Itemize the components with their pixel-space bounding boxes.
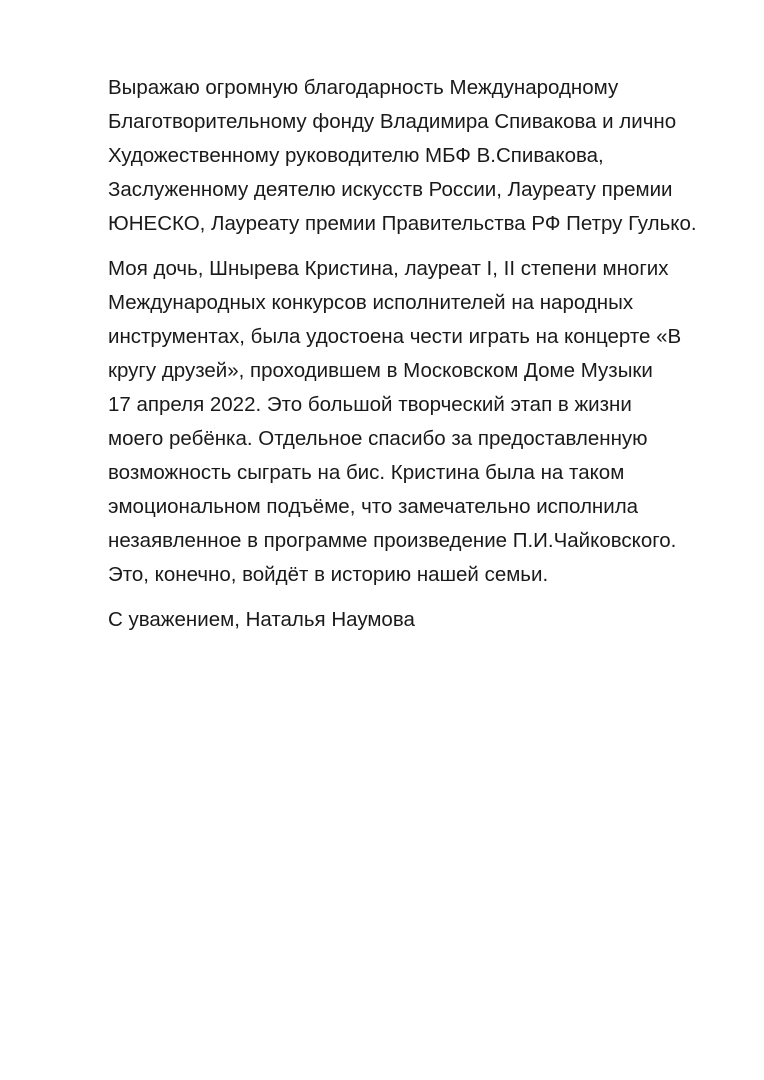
paragraph-spacing: [108, 241, 738, 252]
signature-line: С уважением, Наталья Наумова: [108, 608, 415, 631]
text-line: Художественному руководителю МБФ В.Спивакова,: [108, 144, 604, 167]
letter-body: [108, 71, 738, 637]
text-line: 17 апреля 2022. Это большой творческий этап в жизни: [108, 393, 632, 416]
text-line: Выражаю огромную благодарность Международному: [108, 76, 619, 99]
text-line: эмоциональном подъёме, что замечательно исполнила: [108, 495, 639, 518]
text-line: кругу друзей», проходившем в Московском Доме Музыки: [108, 359, 653, 382]
text-line: Моя дочь, Шнырева Кристина, лауреат I, II степени многих: [108, 257, 669, 280]
text-line: моего ребёнка. Отдельное спасибо за предоставленную: [108, 427, 648, 450]
text-line: инструментах, была удостоена чести играть на концерте «В: [108, 325, 682, 348]
text-line: Благотворительному фонду Владимира Спивакова и лично: [108, 110, 677, 133]
paragraph-concert: [108, 252, 738, 592]
text-line: ЮНЕСКО, Лауреату премии Правительства РФ Петру Гулько.: [108, 212, 697, 235]
text-line: Заслуженному деятелю искусств России, Лауреату премии: [108, 178, 673, 201]
text-line: возможность сыграть на бис. Кристина была на таком: [108, 461, 625, 484]
text-line: незаявленное в программе произведение П.И.Чайковского.: [108, 529, 677, 552]
text-line: Международных конкурсов исполнителей на народных: [108, 291, 634, 314]
paragraph-gratitude: [108, 71, 738, 241]
paragraph-spacing: [108, 592, 738, 603]
text-line: Это, конечно, войдёт в историю нашей семьи.: [108, 563, 549, 586]
